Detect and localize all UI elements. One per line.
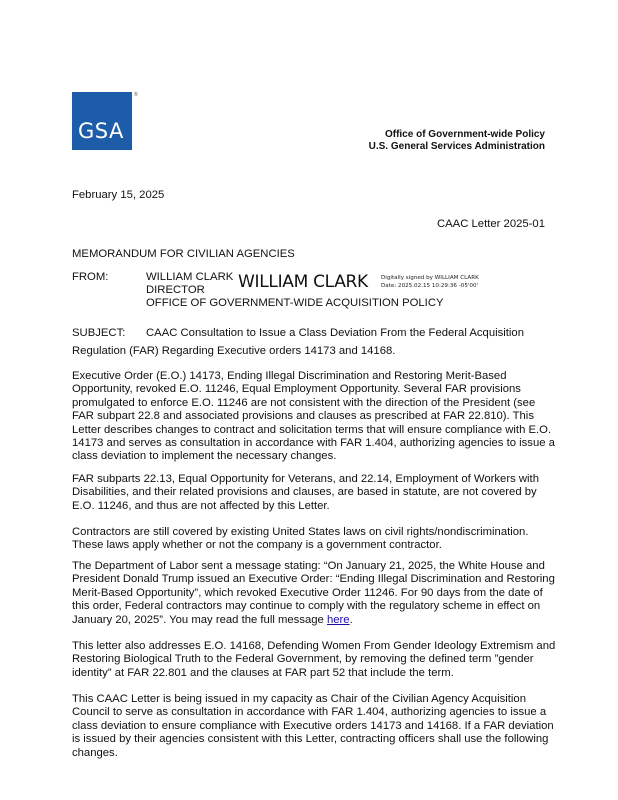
here-link[interactable]: here [326, 613, 350, 626]
digital-signature-name[interactable]: WILLIAM CLARK [238, 272, 368, 292]
paragraph-caac-chair: This CAAC Letter is being issued in my capacity as Chair of the Civilian Agency Acquisition Council to serve as consultation in accordance with FAR 1.404, authorizing agencies to issue a class deviation to ensure compliance with Executive orders 14173 and 14168. If a FAR deviation is issued by their agencies consistent with this Letter, contracting officers shall use the following changes. [72, 693, 554, 759]
gsa-logo [72, 92, 132, 150]
paragraph-eo-14168: This letter also addresses E.O. 14168, Defending Women From Gender Ideology Extremism and Restoring Biological Truth to the Federal Government, by removing the defined term ”gender identity” at FAR 22.801 and the clauses at FAR part 52 that include the term. [72, 640, 556, 679]
dol-message-end: . [349, 613, 353, 626]
office-line-1: Office of Government-wide Policy [384, 129, 545, 140]
from-title: DIRECTOR [146, 283, 205, 296]
dol-message-text: The Department of Labor sent a message stating: “On January 21, 2025, the White House and President Donald Trump issued an Executive Order: “Ending Illegal Discrimination and Restoring Merit-Based Opportunity”, which revoked Executive Order 11246. For 90 days from the date of this order, Federal contractors may continue to comply with the regulatory scheme in effect on January 20, 2025”. You may read the full message [72, 560, 555, 626]
paragraph-eo-14173: Executive Order (E.O.) 14173, Ending Illegal Discrimination and Restoring Merit-Based Opportunity, revoked E.O. 11246, Equal Employment Opportunity. Several FAR provisions promulgated to enforce E.O. 11246 are not consistent with the direction of the President (see FAR subpart 22.8 and associated provisions and clauses as prescribed at FAR 22.810). This Letter describes changes to contract and solicitation terms that will ensure compliance with E.O. 14173 and serves as consultation in accordance with FAR 1.404, authorizing agencies to issue a class deviation to implement the necessary changes. [72, 370, 555, 463]
memo-recipient: MEMORANDUM FOR CIVILIAN AGENCIES [72, 248, 295, 260]
subject-line-1: CAAC Consultation to Issue a Class Deviation From the Federal Acquisition [146, 327, 524, 339]
paragraph-far-subparts: FAR subparts 22.13, Equal Opportunity for Veterans, and 22.14, Employment of Workers with Disabilities, and their related provisions and clauses, are based in statute, are not covered by E.O. 11246, and thus are not affected by this Letter. [72, 473, 539, 512]
registered-mark: ® [134, 92, 138, 98]
office-header [369, 129, 545, 153]
letter-number: CAAC Letter 2025-01 [436, 218, 545, 230]
paragraph-dol-message [72, 560, 558, 627]
from-name: WILLIAM CLARK [146, 271, 234, 283]
signature-date: Date: 2025.02.15 10:29:36 -05'00' [381, 283, 479, 289]
from-label: FROM: [72, 271, 109, 283]
letter-date: February 15, 2025 [72, 189, 165, 201]
subject-line-2: Regulation (FAR) Regarding Executive orders 14173 and 14168. [72, 344, 396, 357]
office-line-2: U.S. General Services Administration [368, 141, 545, 152]
subject-label: SUBJECT: [72, 327, 126, 339]
signature-signed-by: Digitally signed by WILLIAM CLARK [381, 275, 479, 281]
gsa-logo-text: GSA [78, 119, 124, 143]
from-office: OFFICE OF GOVERNMENT-WIDE ACQUISITION POLICY [146, 296, 444, 309]
digital-signature-note [381, 274, 479, 290]
subject-block [72, 325, 552, 360]
paragraph-contractors: Contractors are still covered by existing United States laws on civil rights/nondiscrimination. These laws apply whether or not the company is a government contractor. [72, 526, 529, 552]
